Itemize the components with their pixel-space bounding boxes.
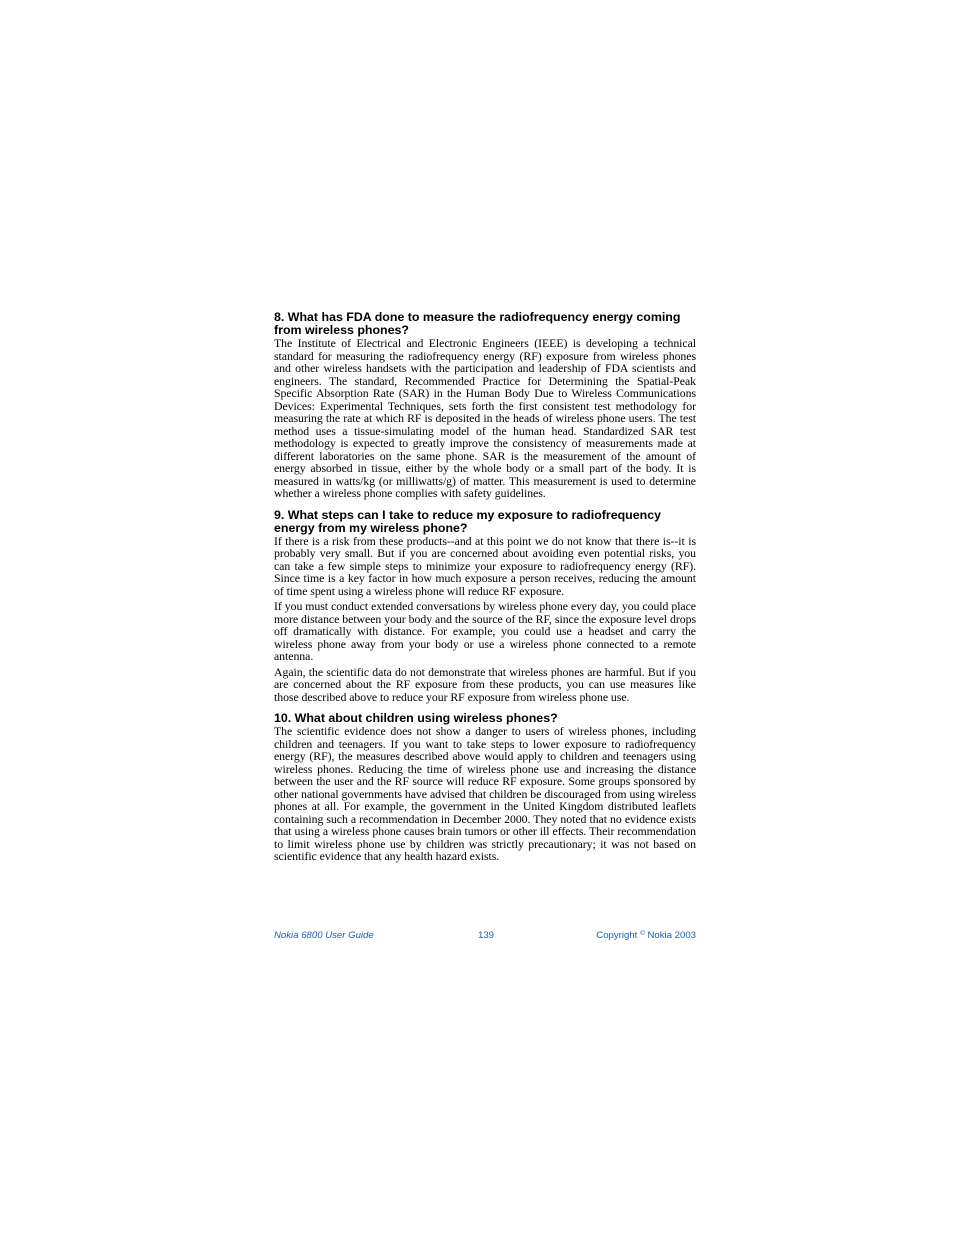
section-paragraph: If there is a risk from these products--and at this point we do not know that there is--it is probably very small. But if you are concerned about avoiding even potential risks, you can take a few simple steps to minimize your exposure to radiofrequency energy (RF). Since time is a key factor in how much exposure a person receives, reducing the amount of time spent using a wireless phone will reduce RF exposure. bbox=[274, 533, 696, 598]
copyright-notice bbox=[596, 930, 696, 941]
section-paragraph: The Institute of Electrical and Electronic Engineers (IEEE) is developing a technical standard for measuring the radiofrequency energy (RF) exposure from wireless phones and other wireless handsets with the participation and leadership of FDA scientists and engineers. The standard, Recommended Practice for Determining the Spatial-Peak Specific Absorption Rate (SAR) in the Human Body Due to Wireless Communications Devices: Experimental Techniques, sets forth the first consistent test methodology for measuring the rate at which RF is deposited in the heads of wireless phone users. The test method uses a tissue-simulating model of the human head. Standardized SAR test methodology is expected to greatly improve the consistency of measurements made at different laboratories on the same phone. SAR is the measurement of the amount of energy absorbed in tissue, either by the whole body or a small part of the body. It is measured in watts/kg (or milliwatts/g) of matter. This measurement is used to determine whether a wireless phone complies with safety guidelines. bbox=[274, 336, 696, 500]
page-number: 139 bbox=[478, 930, 495, 941]
document-body bbox=[274, 311, 696, 872]
section-10 bbox=[274, 712, 696, 863]
section-heading: 9. What steps can I take to reduce my exposure to radiofrequency energy from my wireless phone? bbox=[274, 507, 661, 535]
copyright-suffix: Nokia 2003 bbox=[644, 930, 696, 941]
section-9 bbox=[274, 509, 696, 704]
guide-title: Nokia 6800 User Guide bbox=[274, 930, 374, 941]
section-paragraph: If you must conduct extended conversations by wireless phone every day, you could place more distance between your body and the source of the RF, since the exposure level drops off dramatically with distance. For example, you could use a headset and carry the wireless phone away from your body or use a wireless phone connected to a remote antenna. bbox=[274, 599, 696, 663]
copyright-symbol: © bbox=[640, 930, 645, 937]
section-paragraph: The scientific evidence does not show a danger to users of wireless phones, including children and teenagers. If you want to take steps to lower exposure to radiofrequency energy (RF), the measures described above would apply to children and teenagers using wireless phones. Reducing the time of wireless phone use and increasing the distance between the user and the RF source will reduce RF exposure. Some groups sponsored by other national governments have advised that children be discouraged from using wireless phones at all. For example, the government in the United Kingdom distributed leaflets containing such a recommendation in December 2000. They noted that no evidence exists that using a wireless phone causes brain tumors or other ill effects. Their recommendation to limit wireless phone use by children was strictly precautionary; it was not based on scientific evidence that any health hazard exists. bbox=[274, 724, 696, 863]
copyright-prefix: Copyright bbox=[596, 930, 640, 941]
section-paragraph: Again, the scientific data do not demonstrate that wireless phones are harmful. But if you are concerned about the RF exposure from these products, you can use measures like those described above to reduce your RF exposure from wireless phone use. bbox=[274, 664, 696, 704]
section-heading: 10. What about children using wireless phones? bbox=[274, 711, 558, 725]
section-8 bbox=[274, 311, 696, 500]
section-heading: 8. What has FDA done to measure the radiofrequency energy coming from wireless phones? bbox=[274, 310, 681, 337]
page-footer bbox=[274, 930, 696, 944]
